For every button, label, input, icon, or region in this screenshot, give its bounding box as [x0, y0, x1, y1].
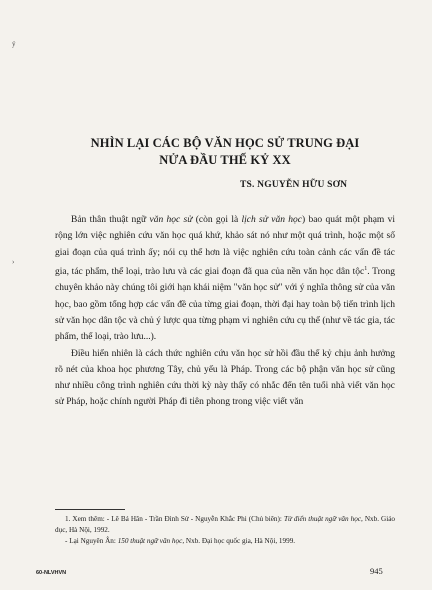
text-run: (còn gọi là — [192, 215, 242, 225]
paragraph-2: Điều hiển nhiên là cách thức nghiên cứu văn học sử hồi đầu thế kỷ chịu ảnh hưởng rõ nét của khoa học phương Tây, chủ yếu là Pháp. Trong các bộ phận văn học sử cũng như nhiều công trình nghiên cứu thời kỳ này thấy có nhắc đến tên tuổi nhà viết văn học sử Pháp, hoặc chính người Pháp đi tiên phong trong việc viết văn — [55, 348, 395, 408]
italic-title: 150 thuật ngữ văn học — [117, 537, 183, 545]
chapter-title-line-2: NỬA ĐẦU THẾ KỶ XX — [159, 153, 291, 167]
paragraph-1 — [55, 212, 395, 346]
margin-mark: › — [12, 258, 15, 266]
author-name: TS. NGUYỄN HỮU SƠN — [240, 180, 348, 190]
text-run: , Nxb. Đại học quốc gia, Hà Nội, 1999. — [182, 537, 296, 545]
text-run: ) bao quát một phạm vi rộng lớn việc nghiên cứu văn học quá khứ, khảo sát nó như một quá trình, hoặc một số giai đoạn của quá trình ấy; nói cụ thể hơn là việc nghiên cứu toàn cảnh các vấn đề tác gia, tác phẩm, thể loại, trào lưu và các giai đoạn đã qua của nền văn học dân tộc — [55, 215, 395, 278]
footer-signature: 60-NLVHVN — [36, 570, 67, 576]
text-run: 1. Xem thêm: - Lê Bá Hân - Trần Đình Sử - Nguyễn Khắc Phi (Chủ biên): — [65, 515, 284, 523]
footnote-2 — [55, 536, 395, 547]
italic-term: lịch sử văn học — [241, 215, 302, 225]
italic-term: văn học sử — [149, 215, 193, 225]
text-run: Bản thân thuật ngữ — [71, 215, 150, 225]
chapter-title-line-1: NHÌN LẠI CÁC BỘ VĂN HỌC SỬ TRUNG ĐẠI — [90, 136, 360, 150]
text-run: - Lại Nguyên Ân: — [65, 537, 118, 545]
italic-title: Từ điển thuật ngữ văn học — [283, 515, 361, 523]
page-number: 945 — [370, 566, 383, 576]
footnote-divider — [55, 509, 125, 510]
footnote-1 — [55, 514, 395, 536]
margin-mark: ý — [12, 40, 16, 48]
text-run: , Nxb. Giáo dục, Hà Nội, 1992. — [55, 515, 395, 534]
text-run: . Trong chuyên khảo này chúng tôi giới hạn khái niệm "văn học sử" với ý nghĩa thông sử của văn học, bao gồm tổng hợp các vấn đề của từng giai đoạn, thời đại hay toàn bộ tiến trình lịch sử văn học dân tộc và chủ ý lược qua từng phạm vi nghiên cứu cụ thể (như về tác gia, tác phẩm, thể loại, trào lưu...). — [55, 267, 395, 343]
footnotes — [55, 514, 395, 547]
footnote-ref: 1 — [364, 265, 368, 272]
body-text — [55, 212, 395, 411]
